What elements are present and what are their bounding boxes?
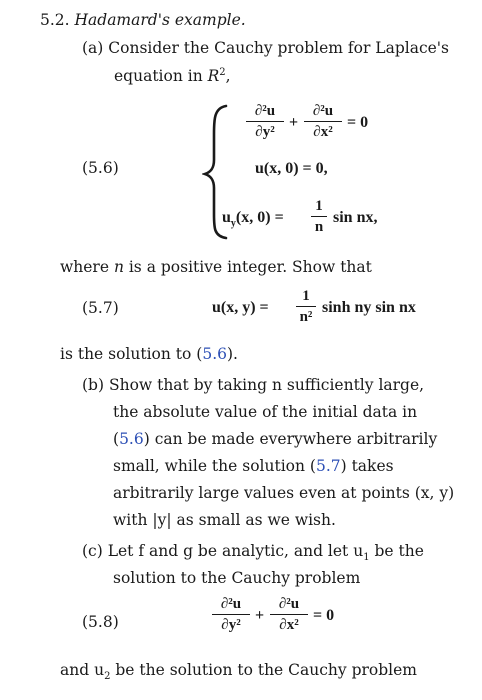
denominator: ∂x²: [279, 617, 299, 633]
fraction-d2u-dx2: [304, 103, 342, 141]
part-a-line-1: [82, 38, 449, 58]
part-b-line-3: (5.6) can be made everywhere arbitrarily: [113, 430, 438, 448]
fraction-1-over-n: [311, 198, 327, 236]
denominator: n²: [299, 309, 313, 325]
part-b-line-5: arbitrarily large values even at points (x, y): [113, 484, 455, 502]
sin-nx: sin nx,: [333, 209, 378, 226]
r-exponent: 2: [219, 66, 226, 78]
part-c-text-1-end: be the: [369, 542, 424, 560]
fraction-bar: [212, 614, 250, 615]
plus-sign: +: [289, 114, 299, 131]
fraction-d2u-dy2: [212, 596, 250, 634]
fraction-bar: [296, 306, 316, 307]
equation-number-5-7: (5.7): [82, 299, 119, 317]
initial-condition-uy: [222, 209, 284, 230]
part-b-line-4: [113, 456, 394, 476]
ref-5-6-link[interactable]: 5.6: [119, 430, 144, 448]
subscript-1: 1: [363, 552, 370, 564]
fraction-bar: [246, 121, 284, 122]
denominator: n: [314, 219, 324, 235]
part-c-label: (c): [82, 542, 103, 560]
u-symbol: u: [222, 209, 231, 226]
final-prefix: and u: [60, 661, 105, 679]
subscript-2: 2: [104, 671, 111, 683]
part-c-line-1: [82, 541, 424, 564]
numerator: ∂²u: [254, 103, 276, 119]
fraction-bar: [304, 121, 342, 122]
subscript-y: y: [230, 218, 236, 230]
denominator: ∂x²: [313, 124, 333, 140]
where-prefix: where: [60, 258, 114, 276]
uy-lhs: (x, 0) =: [235, 209, 284, 226]
part-c-line-2: solution to the Cauchy problem: [113, 569, 361, 587]
final-line: [60, 660, 417, 683]
part-a-label: (a): [82, 39, 104, 57]
equation-number-5-6: (5.6): [82, 159, 119, 177]
part-b-text-3: ) can be made everywhere arbitrarily: [143, 430, 438, 448]
section-number: 5.2.: [40, 11, 70, 29]
solution-prefix: is the solution to (: [60, 345, 203, 363]
final-suffix: be the solution to the Cauchy problem: [110, 661, 417, 679]
numerator: ∂²u: [278, 596, 300, 612]
solution-suffix: ).: [227, 345, 238, 363]
fraction-1-over-n2: [296, 288, 316, 326]
numerator: ∂²u: [220, 596, 242, 612]
where-suffix: is a positive integer. Show that: [123, 258, 372, 276]
part-b-line-6: with |y| as small as we wish.: [113, 511, 336, 529]
part-b-text-1: Show that by taking n sufficiently large,: [108, 376, 425, 394]
solution-line: [60, 344, 238, 364]
part-b-line-1: [82, 375, 424, 395]
where-line: [60, 257, 372, 277]
plus-sign: +: [255, 607, 265, 624]
ref-5-7-link[interactable]: 5.7: [315, 457, 341, 475]
initial-condition-u: u(x, 0) = 0,: [255, 160, 328, 177]
solution-lhs: u(x, y) =: [212, 299, 269, 316]
part-b-label: (b): [82, 376, 105, 394]
numerator: ∂²u: [312, 103, 334, 119]
part-b-line-2: the absolute value of the initial data in: [113, 403, 418, 421]
part-c-text-1: Let f and g be analytic, and let u: [107, 542, 364, 560]
part-b-text-4b: ) takes: [340, 457, 394, 475]
numerator: 1: [315, 198, 323, 214]
part-a-line-2: [114, 66, 231, 86]
fraction-d2u-dy2: [246, 103, 284, 141]
ref-5-6-link[interactable]: 5.6: [202, 345, 227, 363]
fraction-bar: [270, 614, 308, 615]
n-symbol: n: [113, 258, 124, 276]
equals-zero: = 0: [313, 607, 335, 624]
part-a-text-1: Consider the Cauchy problem for Laplace's: [108, 39, 450, 57]
numerator: 1: [302, 288, 310, 304]
equals-zero: = 0: [347, 114, 369, 131]
part-a-text-2: equation in: [114, 67, 208, 85]
denominator: ∂y²: [221, 617, 241, 633]
fraction-d2u-dx2: [270, 596, 308, 634]
comma: ,: [225, 67, 231, 85]
r-symbol: R: [207, 67, 220, 85]
fraction-bar: [311, 216, 327, 217]
equation-number-5-8: (5.8): [82, 613, 119, 631]
section-title: Hadamard's example.: [74, 11, 246, 29]
section-heading: [40, 10, 246, 30]
denominator: ∂y²: [255, 124, 275, 140]
part-b-text-4a: small, while the solution (: [113, 457, 316, 475]
solution-rhs: sinh ny sin nx: [322, 299, 416, 316]
